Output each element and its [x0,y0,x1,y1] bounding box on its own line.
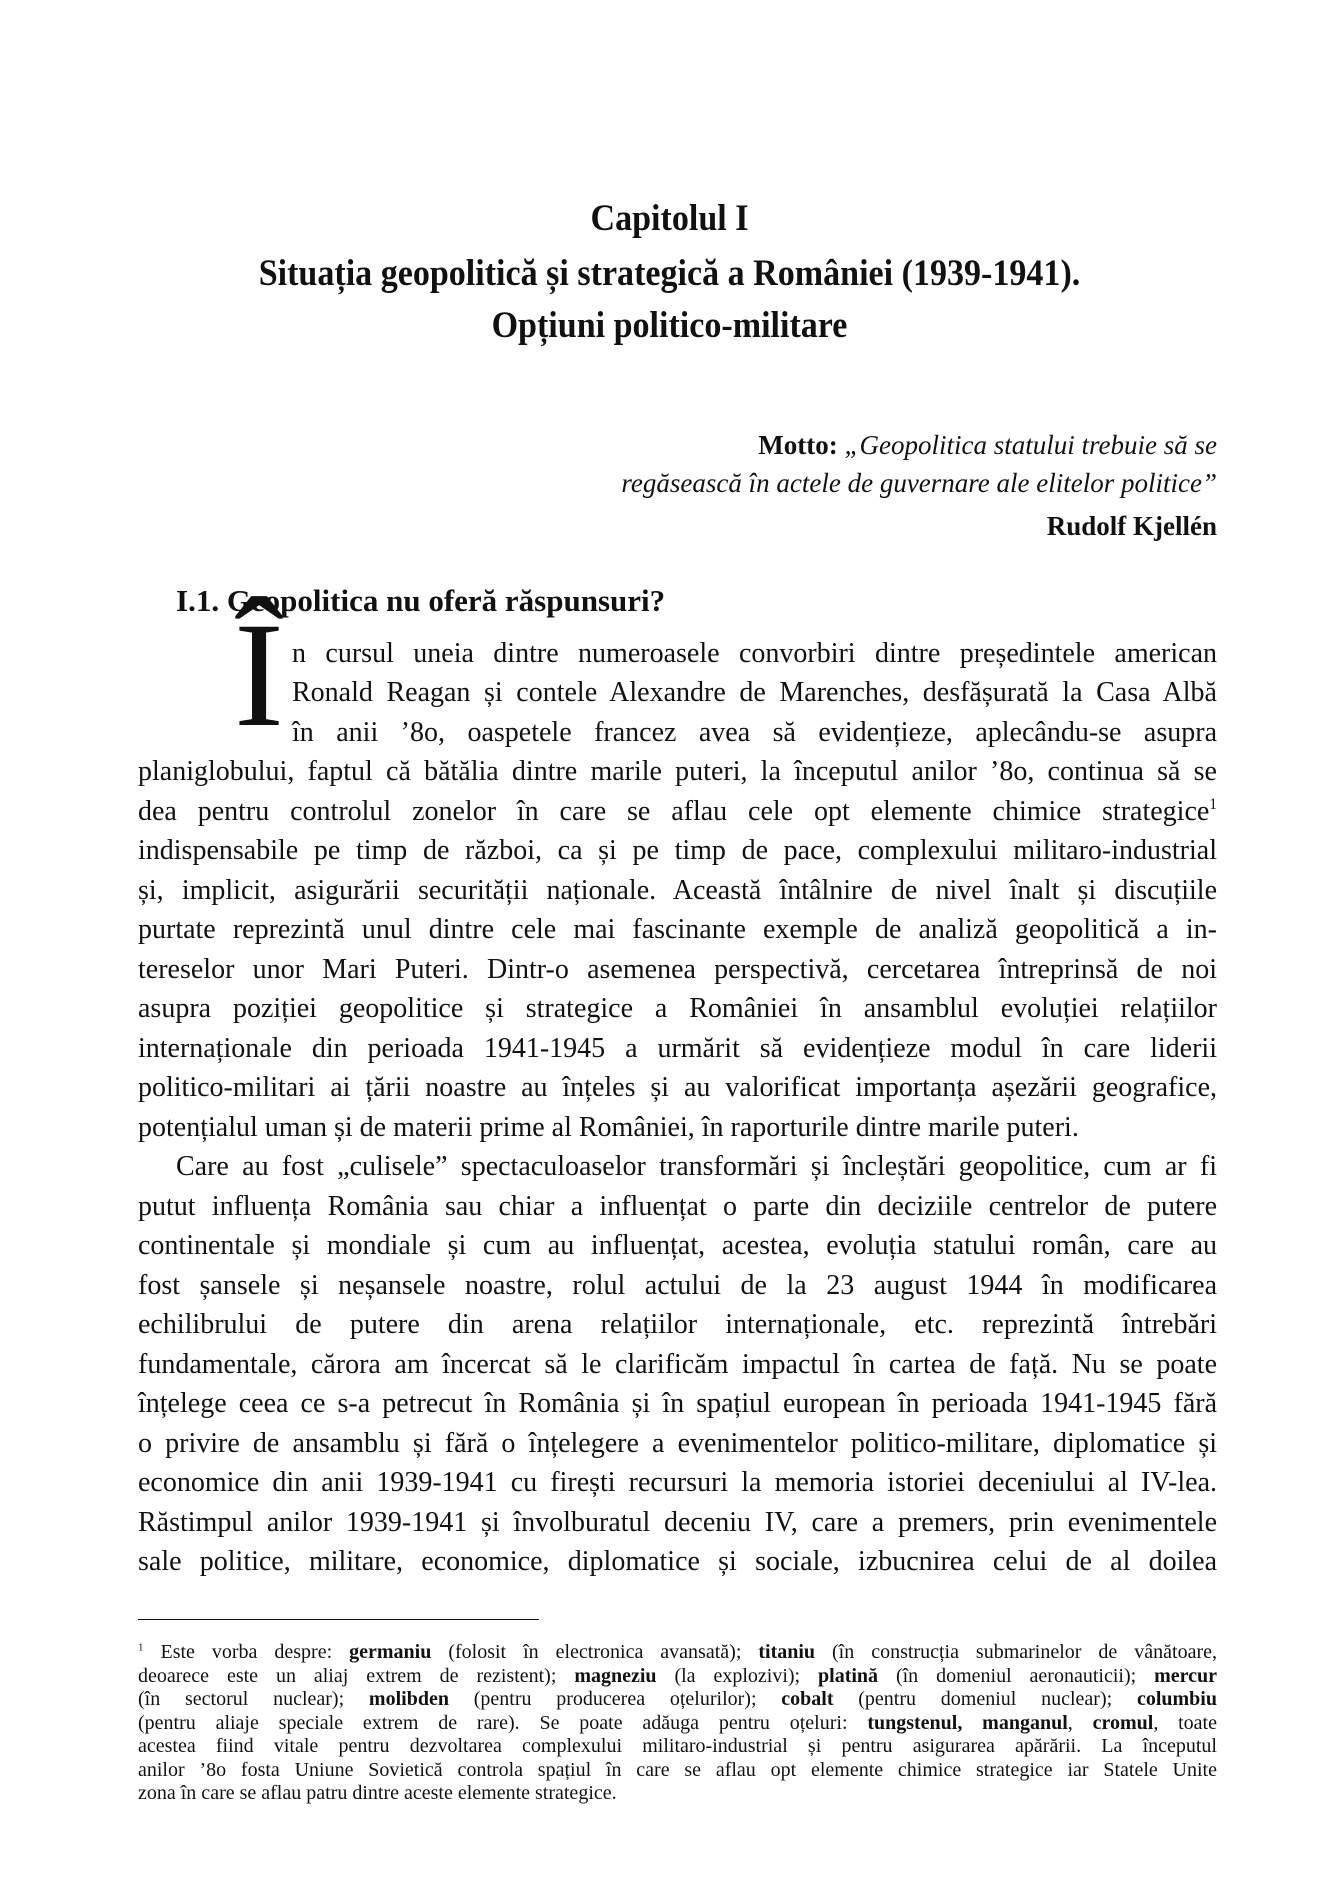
text-run: deoarece este un aliaj extrem de rezistent); [138,1664,575,1687]
text-run: planiglobului, faptul că bătălia dintre marile puteri, la începutul anilor ’8o, continua să se [138,756,1217,787]
text-run: economice din anii 1939-1941 cu firești recursuri la memoria istoriei deceniului al IV-lea. [138,1467,1217,1498]
text-run: dea pentru controlul zonelor în care se aflau cele opt elemente chimice strategice [138,795,1210,827]
body-line [138,1187,1217,1227]
footnote-line [138,1641,1217,1665]
body-line [138,1068,1217,1108]
footnote-line [138,1782,617,1806]
text-run: (pentru aliaje speciale extrem de rare). Se poate adăuga pentru oțeluri: [138,1711,868,1734]
body-line [138,1266,1217,1306]
text-run: purtate reprezintă unul dintre cele mai fascinante exemple de analiză geopolitică a in- [138,914,1217,945]
motto-line-1 [758,426,1217,464]
footnote-line [138,1735,1217,1759]
text-run: echilibrului de putere din arena relațiilor internaționale, etc. reprezintă întrebări [138,1309,1217,1340]
text-run: Care au fost „culisele” spectaculoaselor transformări și încleștări geopolitice, cum ar fi [176,1151,1217,1182]
body-line [138,1542,1217,1582]
body-line [138,1226,1217,1266]
text-run: internaționale din perioada 1941-1945 a urmărit să evidențieze modul în care liderii [138,1032,1217,1064]
text-run: fundamentale, cărora am încercat să le clarificăm impactul în cartea de față. Nu se poate [138,1348,1217,1380]
body-line [138,792,1217,832]
body-line [138,950,1217,990]
footnote-ref[interactable]: 1 [138,1641,144,1654]
text-run: (la explozivi); [656,1664,819,1687]
text-run: (în construcția submarinelor de vânătoare, [815,1641,1218,1663]
text-run: , toate [1153,1711,1217,1734]
text-run: (folosit în electronica avansată); [431,1641,759,1663]
text-run: (în sectorul nuclear); [138,1688,369,1710]
text-run: fost șansele și neșansele noastre, rolul actului de la 23 august 1944 în modificarea [138,1269,1217,1301]
motto-author [1047,507,1217,545]
footnote-ref[interactable]: 1 [1209,795,1217,813]
motto-label: Motto: [758,430,838,460]
text-run: în anii ’8o, oaspetele francez avea să evidențieze, aplecându-se asupra [292,716,1217,748]
bold-term: cromul [1092,1711,1154,1734]
chapter-title-line-1: Situația geopolitică și strategică a României (1939-1941). [258,253,1081,294]
body-line [138,989,1217,1029]
footnote-divider [138,1619,539,1620]
bold-term: germaniu [349,1641,432,1663]
bold-term: magneziu [574,1664,657,1687]
body-line [138,752,1217,792]
body-line [138,831,1217,871]
footnote-line [138,1688,1217,1712]
text-run: sale politice, militare, economice, diplomatice și sociale, izbucnirea celui de al doilea [138,1546,1217,1577]
text-run: acestea fiind vitale pentru dezvoltarea complexului militaro-industrial și pentru asigurarea apărării. La începutul [138,1735,1217,1757]
text-run: putut influența România sau chiar a influențat o parte din deciziile centrelor de putere [138,1190,1217,1222]
text-run: n cursul uneia dintre numeroasele convorbiri dintre președintele american [292,637,1217,669]
text-run: o privire de ansamblu și fără o înțelegere a evenimentelor politico-militare, diplomatice și [138,1427,1217,1459]
drop-cap: Î [234,592,284,758]
body-line [138,1305,1217,1345]
text-run: continentale și mondiale și cum au influențat, acestea, evoluția statului român, care au [138,1230,1217,1261]
text-run: indispensabile pe timp de război, ca și pe timp de pace, complexului militaro-industrial [138,835,1217,866]
bold-term: titaniu [758,1641,816,1663]
chapter-label: Capitolul I [590,198,749,239]
text-run: tereselor unor Mari Puteri. Dintr-o asemenea perspectivă, cercetarea întreprinsă de noi [138,953,1217,985]
bold-term: cobalt [781,1688,834,1710]
body-line [138,1345,1217,1385]
text-run: asupra poziției geopolitice și strategice a României în ansamblul evoluției relațiilor [138,993,1217,1024]
bold-term: platină [818,1664,879,1687]
text-run: anilor ’8o fosta Uniune Sovietică controla spațiul în care se aflau opt elemente chimice strategice iar Statele Unite [138,1758,1217,1781]
body-line [138,1503,1217,1543]
body-line [138,871,1217,911]
text-run: (pentru producerea oțelurilor); [448,1688,782,1710]
text-run: (pentru domeniul nuclear); [833,1688,1137,1710]
motto-author-name: Rudolf Kjellén [1046,511,1217,541]
footnote-line [138,1759,1217,1783]
footnote-line [138,1665,1217,1689]
bold-term: molibden [368,1688,449,1710]
body-line [292,713,1217,753]
text-run: și, implicit, asigurării securității naționale. Această întâlnire de nivel înalt și discuțiile [138,874,1217,906]
text-run: zona în care se aflau patru dintre aceste elemente strategice. [138,1782,617,1804]
body-line [138,910,1217,950]
motto-quote-2: regăsească în actele de guvernare ale elitelor politice” [621,468,1217,498]
body-line [176,1147,1217,1187]
text-run: înțelege ceea ce s-a petrecut în România și în spațiul european în perioada 1941-1945 fără [138,1388,1217,1419]
text-run: (în domeniul aeronauticii); [878,1664,1155,1687]
text-run: Ronald Reagan și contele Alexandre de Marenches, desfășurată la Casa Albă [292,677,1217,708]
text-run: , [1067,1711,1093,1734]
body-line [138,1384,1217,1424]
body-line [138,1424,1217,1464]
body-line [138,1463,1217,1503]
chapter-title-line-2: Opțiuni politico-militare [491,305,848,346]
motto-line-2 [621,464,1217,502]
body-line [292,634,1217,674]
text-run: potențialul uman și de materii prime al României, în raporturile dintre marile puteri. [138,1111,1079,1143]
bold-term: columbiu [1136,1688,1217,1710]
body-line [138,1029,1217,1069]
footnote-line [138,1712,1217,1736]
bold-term: tungstenul, manganul [867,1711,1068,1734]
text-run: politico-militari ai țării noastre au înțeles și au valorificat importanța așezării geografice, [138,1072,1217,1103]
text-run: Este vorba despre: [143,1641,350,1663]
section-heading: I.1. Geopolitica nu oferă răspunsuri? [176,583,666,618]
text-run: Răstimpul anilor 1939-1941 și învolburatul deceniu IV, care a premers, prin evenimentele [138,1506,1217,1538]
body-line [292,673,1217,713]
bold-term: mercur [1154,1664,1218,1687]
motto-quote-1: „Geopolitica statului trebuie să se [837,430,1217,460]
body-line [138,1108,1079,1148]
